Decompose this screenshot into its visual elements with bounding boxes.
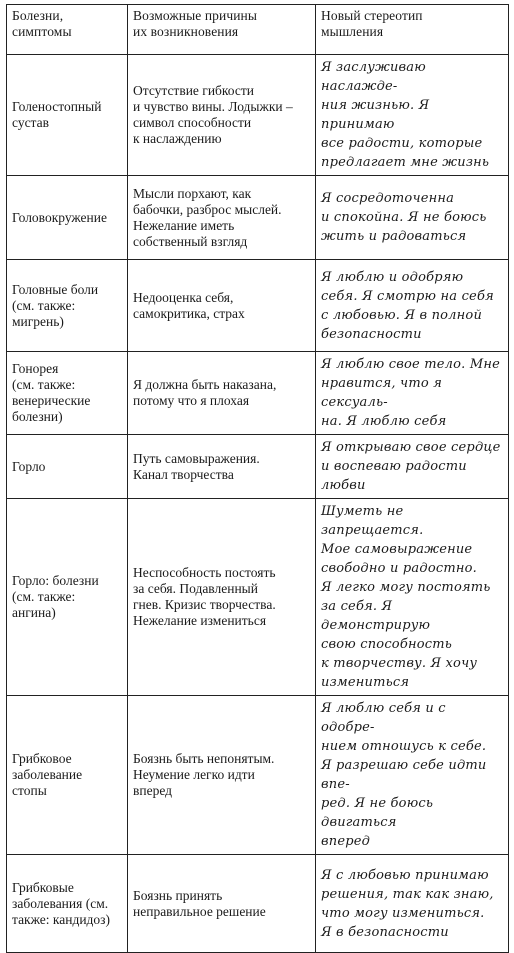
header-causes: Возможные причины их возникновения [128, 5, 316, 55]
cause-cell: Мысли порхают, как бабочки, разброс мыслей. Нежелание иметь собственный взгляд [128, 176, 316, 260]
header-row [7, 5, 509, 55]
table-row [7, 176, 509, 260]
pattern-cell: Я открываю свое сердце и воспеваю радости любви [316, 435, 509, 499]
table-row [7, 352, 509, 435]
disease-cell: Гонорея (см. также: венерические болезни) [7, 352, 128, 435]
remedy-table-container [6, 4, 508, 940]
cause-cell: Я должна быть наказана, потому что я плохая [128, 352, 316, 435]
pattern-cell: Я люблю себя и с одобре- нием отношусь к себе. Я разрешаю себе идти впе- ред. Я не боюсь двигаться вперед [316, 696, 509, 855]
table-row [7, 260, 509, 352]
pattern-cell: Я люблю свое тело. Мне нравится, что я сексуаль- на. Я люблю себя [316, 352, 509, 435]
pattern-cell: Я заслуживаю наслажде- ния жизнью. Я принимаю все радости, которые предлагает мне жизнь [316, 55, 509, 176]
cause-cell: Неспособность постоять за себя. Подавленный гнев. Кризис творчества. Нежелание измениться [128, 499, 316, 696]
table-row [7, 55, 509, 176]
table-row [7, 855, 509, 953]
table-row [7, 435, 509, 499]
pattern-cell: Я сосредоточенна и спокойна. Я не боюсь жить и радоваться [316, 176, 509, 260]
disease-cell: Грибковое заболевание стопы [7, 696, 128, 855]
disease-cell: Горло [7, 435, 128, 499]
pattern-cell: Шуметь не запрещается. Мое самовыражение свободно и радостно. Я легко могу постоять за себя. Я демонстрирую свою способность к творчеству. Я хочу измениться [316, 499, 509, 696]
disease-cell: Горло: болезни (см. также: ангина) [7, 499, 128, 696]
disease-cell: Голеностопный сустав [7, 55, 128, 176]
disease-cell: Грибковые заболевания (см. также: кандидоз) [7, 855, 128, 953]
disease-remedy-table [6, 4, 509, 953]
table-row [7, 696, 509, 855]
header-diseases: Болезни, симптомы [7, 5, 128, 55]
cause-cell: Боязнь быть непонятым. Неумение легко идти вперед [128, 696, 316, 855]
disease-cell: Головокружение [7, 176, 128, 260]
cause-cell: Недооценка себя, самокритика, страх [128, 260, 316, 352]
cause-cell: Путь самовыражения. Канал творчества [128, 435, 316, 499]
pattern-cell: Я люблю и одобряю себя. Я смотрю на себя с любовью. Я в полной безопасности [316, 260, 509, 352]
pattern-cell: Я с любовью принимаю решения, так как знаю, что могу измениться. Я в безопасности [316, 855, 509, 953]
disease-cell: Головные боли (см. также: мигрень) [7, 260, 128, 352]
cause-cell: Боязнь принять неправильное решение [128, 855, 316, 953]
header-new-pattern: Новый стереотип мышления [316, 5, 509, 55]
table-row [7, 499, 509, 696]
cause-cell: Отсутствие гибкости и чувство вины. Лодыжки – символ способности к наслаждению [128, 55, 316, 176]
